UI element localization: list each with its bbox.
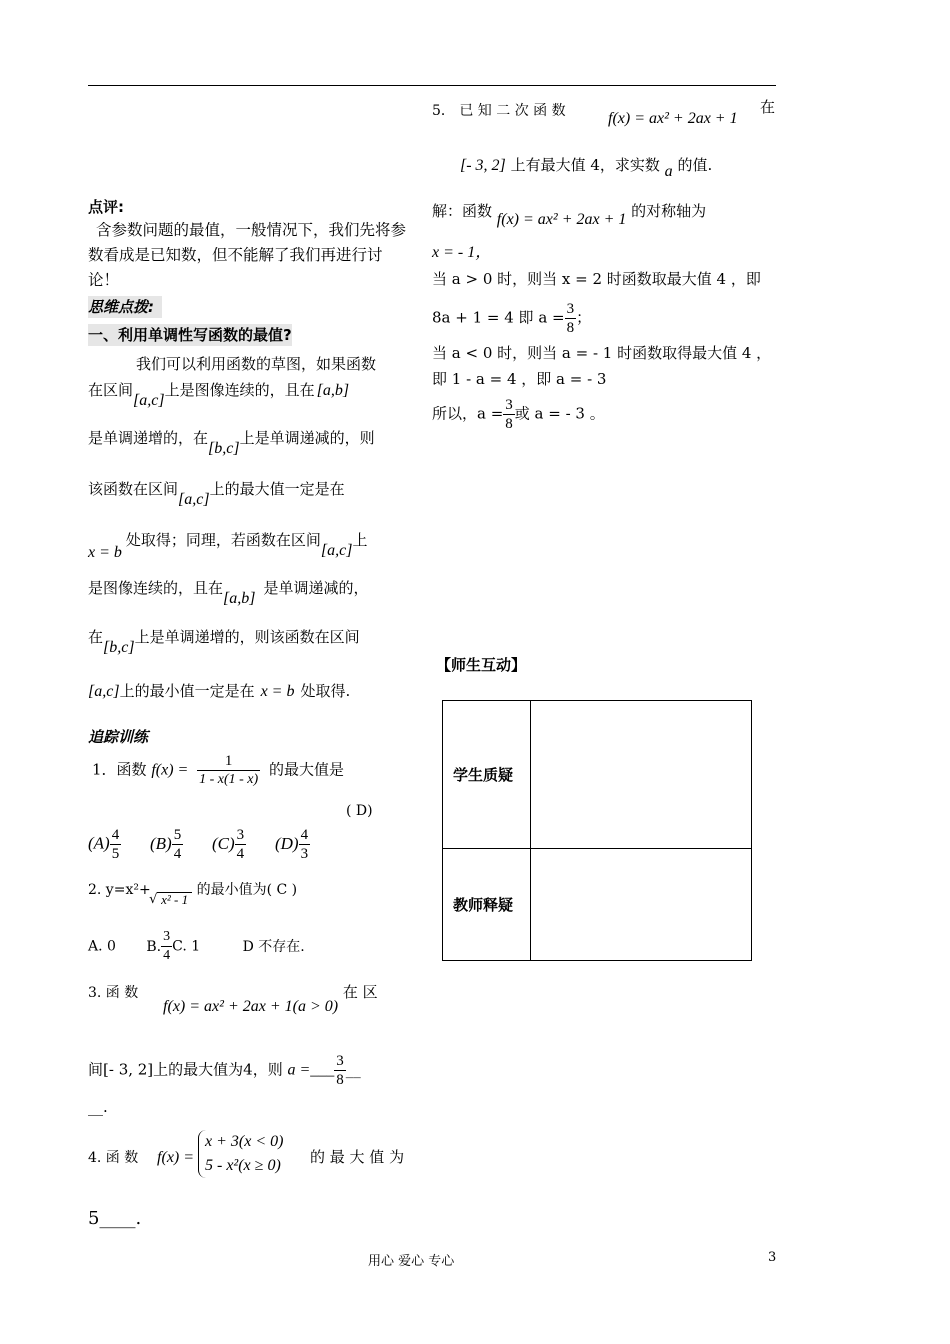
- q5-in: 在: [760, 98, 776, 116]
- question-5: 5． 已 知 二 次 函 数: [432, 103, 566, 119]
- table-row: [443, 701, 752, 849]
- question-1: 1．函数 f(x) = $\frac{1}{1 - x(1 - x)}$ 的最大值是: [92, 753, 344, 787]
- footer-motto: 用心 爱心 专心: [368, 1254, 455, 1269]
- q1-options: (A) $\frac{4}{5}$ (B) $\frac{5}{4}$ (C) $\frac{3}{4}$ (D) $\frac{4}{3}$: [88, 827, 309, 862]
- solution-line6: 即 1 - a = 4 ，即 a = - 3: [432, 370, 607, 388]
- row-label-student: 学生质疑: [443, 701, 531, 849]
- q4-piecewise: x + 3(x < 0) 5 - x²(x ≥ 0): [198, 1130, 283, 1178]
- s1-line8: [a,c]上的最小值一定是在 x = b 处取得.: [88, 682, 351, 700]
- question-3: 3. 函 数 f(x) = ax² + 2ax + 1(a > 0) 在 区: [88, 983, 378, 1015]
- question-3-line2: 间[- 3, 2]上的最大值为4，则 a =___ $\frac{3}{8}$ __: [88, 1053, 361, 1088]
- comment-title: 点评:: [88, 198, 124, 216]
- s1-line4: 该函数在区间[a,c]上的最大值一定是在: [88, 480, 345, 508]
- s1-line5: x = b处取得；同理，若函数在区间[a,c]上: [88, 531, 368, 561]
- question-2: 2. y=x²+ √ x² - 1 的最小值为( C ): [88, 882, 298, 907]
- question-4: 4. 函 数 f(x) =: [88, 1149, 195, 1166]
- q1-answer: ( D): [346, 803, 373, 819]
- solution-line3: 当 a > 0 时，则当 x = 2 时函数取最大值 4 ，即: [432, 270, 761, 288]
- header-rule: [88, 85, 776, 86]
- question-3-tail: __.: [88, 1098, 108, 1116]
- solution-axis: x = - 1，: [432, 244, 492, 261]
- q5-function: f(x) = ax² + 2ax + 1: [608, 110, 738, 127]
- solution-line1: 解：函数 f(x) = ax² + 2ax + 1 的对称轴为: [432, 202, 707, 228]
- q2-options: A. 0 B. $\frac{3}{4}$ C. 1 D 不存在.: [88, 929, 305, 963]
- q4-tail: 的 最 大 值 为: [310, 1148, 405, 1166]
- row-content-teacher[interactable]: [531, 849, 752, 961]
- q5-line2: [- 3, 2] 上有最大值 4，求实数 a 的值.: [460, 156, 713, 180]
- s1-line2: 在区间[a,c]上是图像连续的，且在 [a,b]: [88, 381, 350, 409]
- s1-line6: 是图像连续的，且在[a,b]是单调递减的，: [88, 579, 369, 607]
- solution-line5: 当 a < 0 时，则当 a = - 1 时函数取得最大值 4 ，: [432, 344, 772, 362]
- row-content-student[interactable]: [531, 701, 752, 849]
- page-number: 3: [768, 1250, 777, 1265]
- thinking-title: 思维点拨:: [88, 296, 162, 318]
- table-row: [443, 849, 752, 961]
- interaction-title: 【师生互动】: [436, 656, 527, 674]
- s1-line3: 是单调递增的，在[b,c]上是单调递减的，则: [88, 429, 375, 457]
- comment-text: 含参数问题的最值，一般情况下，我们先将参数看成是已知数，但不能解了我们再进行讨论！: [88, 221, 407, 289]
- s1-line7: 在[b,c]上是单调递增的，则该函数在区间: [88, 628, 360, 656]
- interaction-table: [442, 700, 752, 961]
- tracking-title: 追踪训练: [88, 728, 149, 746]
- solution-line7: 所以，a = $\frac{3}{8}$ 或 a = - 3 。: [432, 397, 605, 432]
- solution-line4: 8a + 1 = 4 即 a = $\frac{3}{8}$ ；: [432, 301, 592, 336]
- section1-title: 一、利用单调性写函数的最值?: [88, 326, 292, 344]
- row-label-teacher: 教师释疑: [443, 849, 531, 961]
- s1-line1: 我们可以利用函数的草图，如果函数: [136, 355, 377, 373]
- q4-answer: 5____.: [88, 1208, 142, 1229]
